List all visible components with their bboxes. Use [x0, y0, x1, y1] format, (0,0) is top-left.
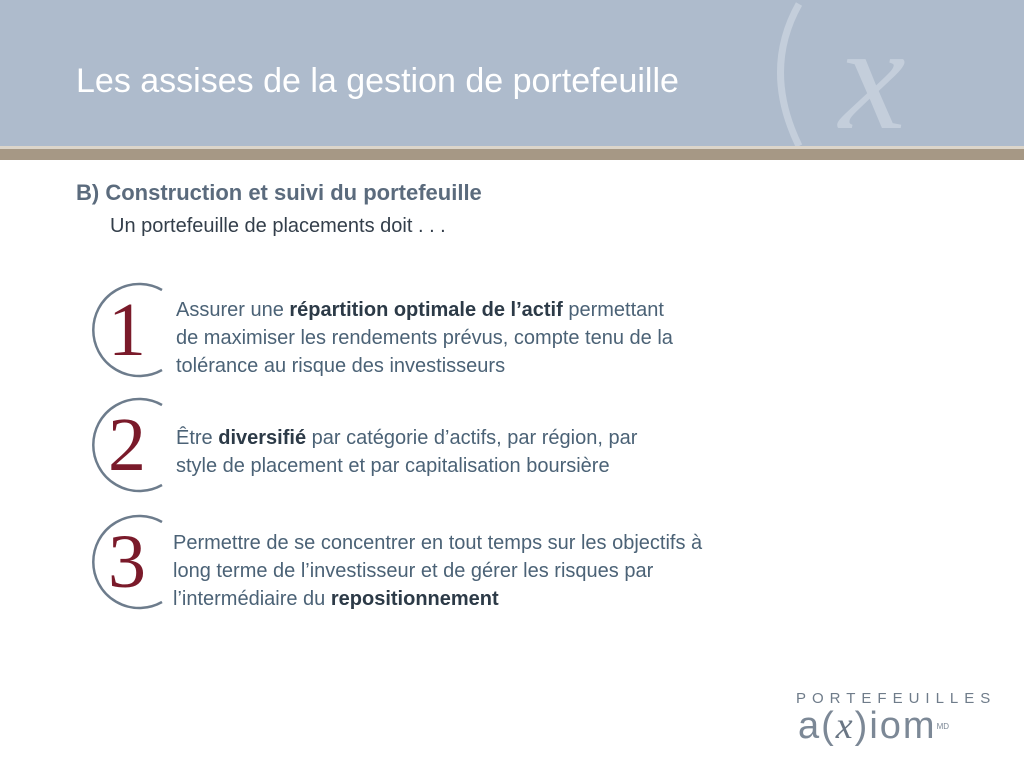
item-text-1 [176, 296, 673, 380]
logo-letter: a [798, 705, 822, 747]
item-text-segment: Assurer une [176, 299, 290, 321]
logo-x: x [835, 705, 855, 747]
item-text-segment: de maximiser les rendements prévus, compte tenu de la [176, 327, 673, 349]
item-emphasis: repositionnement [330, 588, 499, 610]
item-text-segment: l’intermédiaire du [173, 588, 331, 610]
logo-paren: ( [821, 705, 836, 747]
trademark-mark: MD [936, 722, 950, 731]
header-banner [0, 0, 1024, 146]
logo-tagline: PORTEFEUILLES [796, 690, 997, 707]
section-heading: B) Construction et suivi du portefeuille [76, 180, 482, 205]
item-number-1 [70, 280, 180, 380]
item-number-3 [70, 512, 180, 612]
page-title: Les assises de la gestion de portefeuille [76, 62, 679, 100]
item-digit: 3 [108, 520, 146, 604]
item-text-3 [173, 529, 702, 613]
x-variable-watermark-icon [724, 0, 1024, 146]
svg-text:x: x [839, 0, 906, 146]
item-digit: 2 [108, 403, 146, 487]
item-text-segment: Permettre de se concentrer en tout temps sur les objectifs à [173, 532, 703, 554]
item-emphasis: répartition optimale de l’actif [289, 299, 563, 321]
item-text-segment: tolérance au risque des investisseurs [176, 355, 506, 377]
item-text-2 [176, 424, 637, 480]
axiom-logo [796, 690, 996, 760]
item-text-segment: long terme de l’investisseur et de gérer les risques par [173, 560, 654, 582]
logo-paren: ) [854, 705, 870, 747]
logo-letters: iom [869, 705, 937, 747]
item-text-segment: Être [176, 427, 219, 449]
header-divider-bar [0, 149, 1024, 160]
logo-wordmark [798, 704, 949, 748]
item-number-2 [70, 395, 180, 495]
item-digit: 1 [108, 288, 146, 372]
item-text-segment: style de placement et par capitalisation boursière [176, 455, 610, 477]
item-emphasis: diversifié [218, 427, 307, 449]
item-text-segment: permettant [562, 299, 664, 321]
item-text-segment: par catégorie d’actifs, par région, par [306, 427, 638, 449]
section-intro: Un portefeuille de placements doit . . . [110, 215, 446, 237]
